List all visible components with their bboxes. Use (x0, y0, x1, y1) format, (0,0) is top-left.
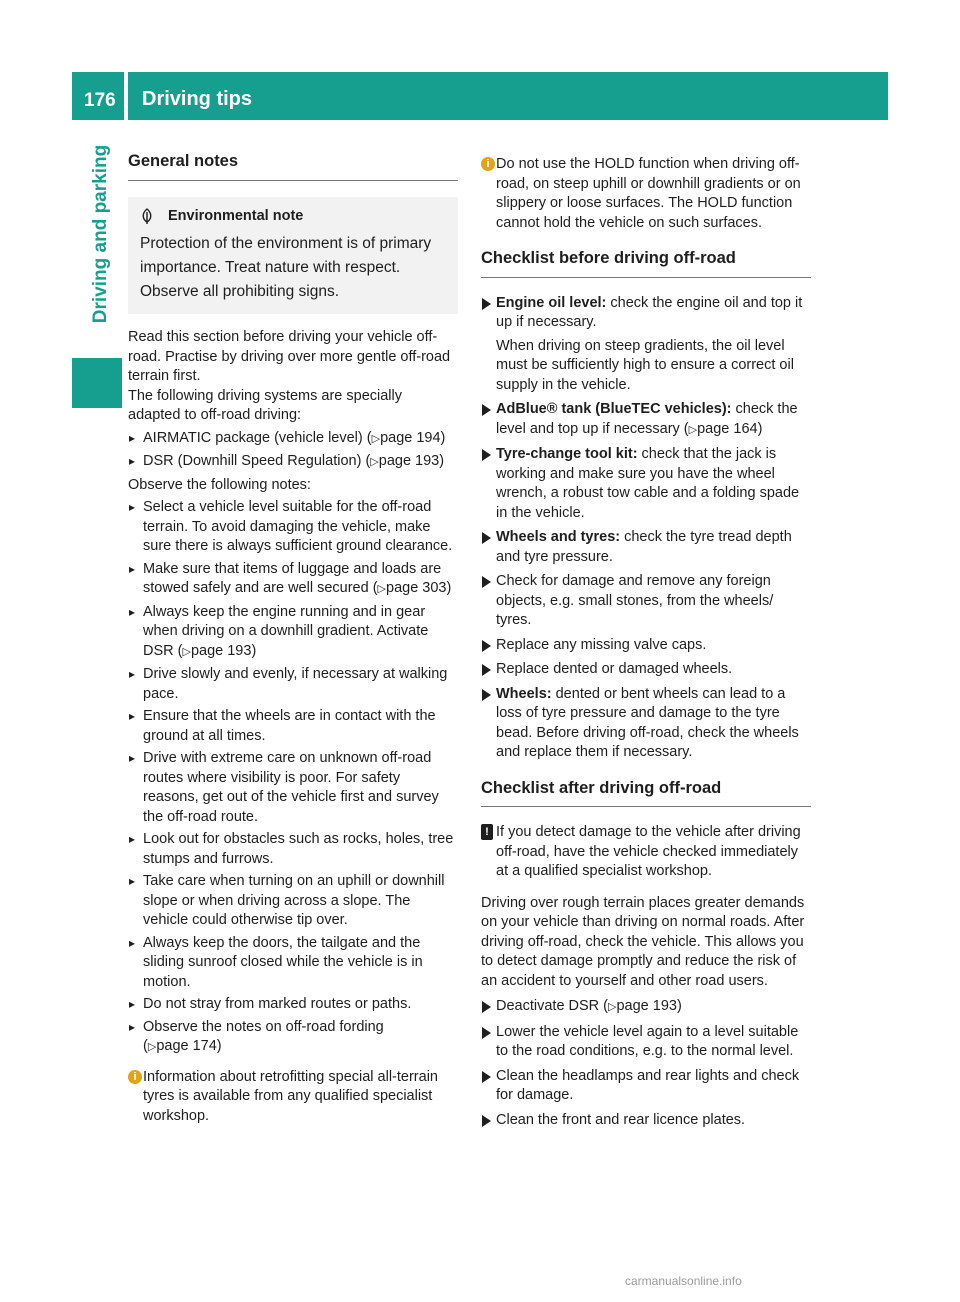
info-note-text: Information about retrofitting special all-terrain tyres is available from any qualified specialist workshop. (143, 1068, 438, 1124)
page-reference-text[interactable]: page 193 (378, 453, 440, 469)
page-reference-text[interactable]: page 174 (156, 1038, 217, 1054)
page-reference[interactable]: (▷page 164) (679, 420, 763, 437)
after-intro: Driving over rough terrain places greater demands on your vehicle than driving on normal roads. After driving off-road, check the vehicle. This allows you to detect damage promptly and reduce the risk of an accident to yourself and other road users. (481, 894, 805, 989)
item-text: Do not stray from marked routes or paths. (143, 996, 412, 1012)
systems-list (128, 429, 458, 473)
step-arrow-icon (482, 689, 491, 701)
step-label: Tyre-change tool kit: (496, 446, 638, 462)
page-reference[interactable]: (▷page 174) (143, 1038, 222, 1054)
info-icon: i (481, 157, 495, 171)
item-text: Always keep the doors, the tailgate and the sliding sunroof closed while the vehicle is in motion. (143, 934, 423, 990)
page-reference[interactable]: (▷page 193) (361, 453, 445, 469)
item-text: Ensure that the wheels are in contact with the ground at all times. (143, 708, 436, 744)
checklist-step (481, 1111, 811, 1131)
list-item (128, 665, 458, 704)
step-arrow-icon (482, 298, 491, 310)
step-arrow-icon (482, 1115, 491, 1127)
info-note (128, 1068, 458, 1127)
info-icon: i (128, 1070, 142, 1084)
item-text: Observe the notes on off-road fording (143, 1018, 384, 1035)
item-text: check that the jack is working and make sure you have the wheel wrench, a robust tow cable and a folding spade in the vehicle. (496, 446, 800, 521)
notes-list (128, 498, 458, 1058)
list-item (128, 560, 458, 600)
step-arrow-icon (482, 1071, 491, 1083)
step-arrow-icon (482, 449, 491, 461)
item-text: Clean the headlamps and rear lights and check for damage. (496, 1067, 800, 1103)
page-reference-text[interactable]: page 303 (386, 580, 447, 596)
left-column (128, 152, 458, 1138)
intro-text: Read this section before driving your vehicle off-road. Practise by driving over more gentle off-road terrain first. (128, 329, 451, 384)
step-label: Wheels: (496, 685, 552, 702)
checklist-step (481, 685, 811, 763)
notes-intro: Observe the following notes: (128, 476, 311, 493)
item-text: Clean the front and rear licence plates. (496, 1111, 746, 1128)
checklist-step (481, 294, 811, 396)
step-extra-text: When driving on steep gradients, the oil level must be sufficiently high to ensure a correct oil supply in the vehicle. (496, 337, 794, 393)
leaf-icon (140, 208, 154, 224)
checklist-step (481, 400, 811, 440)
item-text: Look out for obstacles such as rocks, holes, tree stumps and furrows. (143, 831, 454, 867)
checklist-step (481, 997, 811, 1018)
step-arrow-icon (482, 532, 491, 544)
item-text: Drive with extreme care on unknown off-road routes where visibility is poor. For safety reasons, get out of the vehicle first and survey the off-road route. (143, 750, 439, 825)
page-reference-text[interactable]: page 194 (380, 429, 441, 446)
list-item (128, 498, 458, 557)
page-ref-icon: ▷ (147, 1041, 157, 1053)
step-arrow-icon (482, 640, 491, 652)
list-item (128, 452, 458, 473)
list-item (128, 934, 458, 993)
step-label: AdBlue® tank (BlueTEC vehicles): (496, 401, 732, 417)
page-ref-icon: ▷ (182, 645, 191, 658)
watermark: carmanualsonline.info (625, 1274, 742, 1288)
side-tab (88, 120, 114, 348)
environmental-note (128, 197, 458, 315)
item-text: Replace any missing valve caps. (496, 636, 707, 653)
item-text: Deactivate DSR (496, 998, 600, 1014)
checklist-step (481, 1067, 811, 1106)
step-label: Engine oil level: (496, 294, 607, 311)
page-reference-text[interactable]: page 193 (616, 998, 677, 1014)
page-reference-text[interactable]: page 193 (190, 642, 252, 659)
item-text: AIRMATIC package (vehicle level) (143, 429, 363, 446)
step-label: Wheels and tyres: (496, 529, 621, 545)
page-reference[interactable]: (▷page 194) (362, 429, 446, 446)
page-reference-text[interactable]: page 164 (697, 420, 758, 437)
item-text: check the engine oil and top it up if necessary. (496, 294, 803, 330)
step-arrow-icon (482, 1001, 491, 1013)
section-title-checklist-after: Checklist after driving off-road (481, 779, 811, 808)
checklist-step (481, 1023, 811, 1062)
item-text: DSR (Downhill Speed Regulation) (143, 453, 362, 469)
env-note-heading: Environmental note (168, 207, 304, 224)
checklist-after (481, 997, 811, 1130)
list-item (128, 429, 458, 450)
checklist-step (481, 636, 811, 656)
item-text: Replace dented or damaged wheels. (496, 661, 733, 677)
checklist-step (481, 445, 811, 523)
intro-text-2: The following driving systems are specially adapted to off-road driving: (128, 387, 402, 423)
page-title: Driving tips (142, 88, 253, 110)
step-arrow-icon (482, 404, 491, 416)
page-reference[interactable]: (▷page 303) (368, 580, 452, 596)
list-item (128, 749, 458, 827)
item-text: Select a vehicle level suitable for the off-road terrain. To avoid damaging the vehicle, make sure there is always sufficient ground clearance. (143, 499, 453, 554)
page-ref-icon: ▷ (371, 432, 381, 445)
section-title-checklist-before: Checklist before driving off-road (481, 249, 811, 278)
page-ref-icon: ▷ (688, 423, 698, 436)
checklist-step (481, 528, 811, 567)
step-arrow-icon (482, 664, 491, 676)
env-note-text: Protection of the environment is of primary importance. Treat nature with respect. Observe all prohibiting signs. (140, 235, 432, 300)
side-marker-block (72, 358, 122, 408)
page-reference[interactable]: (▷page 193) (173, 642, 257, 659)
checklist-before (481, 294, 811, 763)
page-ref-icon: ▷ (608, 1001, 617, 1013)
page-ref-icon: ▷ (377, 583, 387, 595)
checklist-step (481, 572, 811, 631)
page-reference[interactable]: (▷page 193) (599, 998, 682, 1014)
warning-icon: ! (481, 824, 493, 840)
item-text: check the level and top up if necessary (496, 401, 798, 437)
list-item (128, 830, 458, 869)
side-tab-label: Driving and parking (90, 144, 111, 324)
item-text: Take care when turning on an uphill or downhill slope or when driving across a slope. The vehicle could otherwise tip over. (143, 873, 445, 928)
item-text: dented or bent wheels can lead to a loss of tyre pressure and damage to the tyre bead. Before driving off-road, check the wheels and replace them if necessary. (496, 685, 799, 760)
checklist-step (481, 660, 811, 680)
right-column (481, 155, 811, 1135)
list-item (128, 1018, 458, 1058)
list-item (128, 995, 458, 1015)
page-ref-icon: ▷ (370, 456, 379, 468)
section-title-general-notes: General notes (128, 152, 458, 181)
page-number: 176 (84, 90, 116, 111)
item-text: Drive slowly and evenly, if necessary at walking pace. (143, 666, 448, 702)
header-separator (124, 72, 128, 120)
warning-text: If you detect damage to the vehicle after driving off-road, have the vehicle checked immediately at a qualified specialist workshop. (496, 824, 801, 879)
item-text: check the tyre tread depth and tyre pressure. (496, 529, 792, 565)
list-item (128, 603, 458, 663)
list-item (128, 707, 458, 746)
item-text: Check for damage and remove any foreign objects, e.g. small stones, from the wheels/ tyres. (496, 573, 774, 628)
hold-info-note (481, 155, 811, 233)
item-text: Make sure that items of luggage and loads are stowed safely and are well secured (143, 560, 442, 596)
list-item (128, 872, 458, 931)
item-text: Lower the vehicle level again to a level suitable to the road conditions, e.g. to the normal level. (496, 1023, 799, 1059)
hold-info-text: Do not use the HOLD function when driving off-road, on steep uphill or downhill gradients or on slippery or loose surfaces. The HOLD function cannot hold the vehicle on such surfaces. (496, 156, 801, 231)
warning-note (481, 823, 811, 882)
step-arrow-icon (482, 1027, 491, 1039)
step-arrow-icon (482, 576, 491, 588)
item-text: Always keep the engine running and in gear when driving on a downhill gradient. Activate DSR (143, 603, 429, 659)
